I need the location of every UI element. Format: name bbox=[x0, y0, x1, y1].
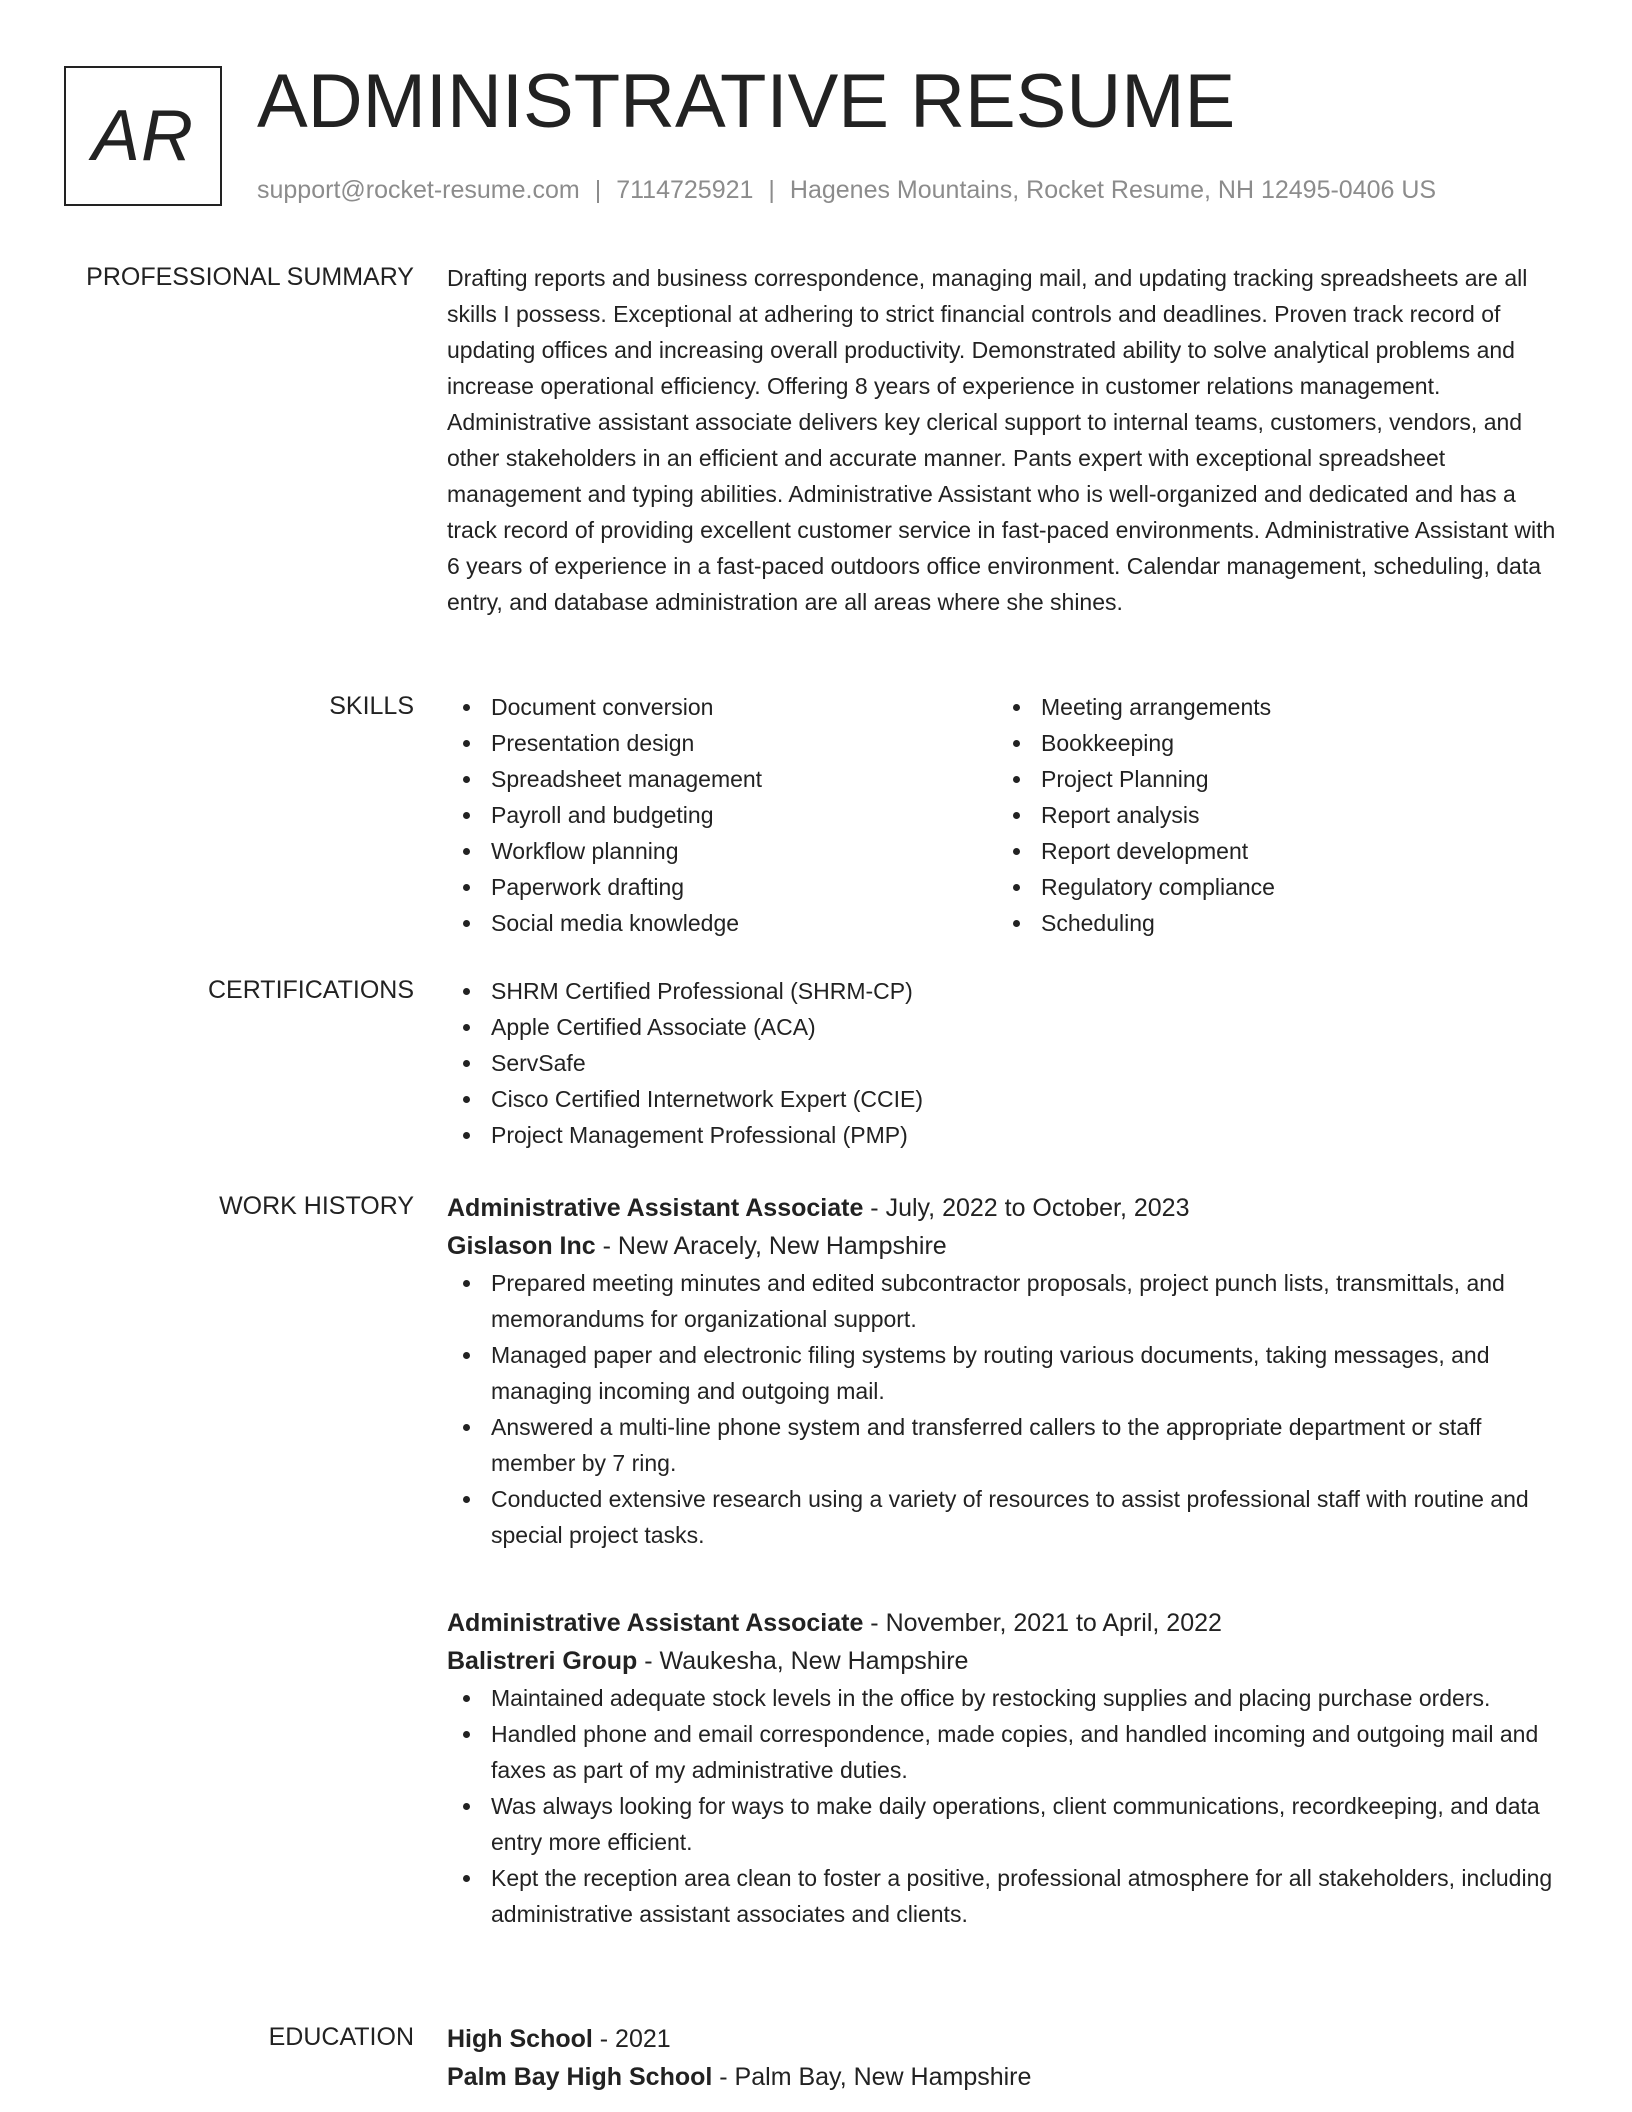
job-title-line bbox=[447, 1189, 1562, 1227]
skill-item: Paperwork drafting bbox=[447, 869, 997, 905]
contact-address: Hagenes Mountains, Rocket Resume, NH 12495-0406 US bbox=[789, 176, 1437, 204]
skills-list-left bbox=[447, 689, 997, 941]
job-entry bbox=[447, 1604, 1562, 1932]
education-body bbox=[447, 2020, 1562, 2096]
job-title: Administrative Assistant Associate bbox=[447, 1609, 864, 1637]
job-title-line bbox=[447, 1604, 1562, 1642]
work-history-body bbox=[447, 1189, 1562, 1553]
certification-item: Cisco Certified Internetwork Expert (CCIE) bbox=[447, 1081, 1562, 1117]
education-degree: High School bbox=[447, 2025, 593, 2053]
job-company: Balistreri Group bbox=[447, 1647, 638, 1675]
skills-body bbox=[447, 689, 1562, 941]
job-location: - New Aracely, New Hampshire bbox=[595, 1232, 947, 1260]
section-label-summary: PROFESSIONAL SUMMARY bbox=[86, 263, 414, 291]
education-school-line bbox=[447, 2058, 1562, 2096]
contact-separator: | bbox=[768, 176, 775, 204]
skill-item: Scheduling bbox=[997, 905, 1547, 941]
job-entry bbox=[447, 1189, 1562, 1553]
job-duty: Conducted extensive research using a variety of resources to assist professional staff with routine and special project tasks. bbox=[447, 1481, 1562, 1553]
education-school: Palm Bay High School bbox=[447, 2063, 713, 2091]
education-location: - Palm Bay, New Hampshire bbox=[712, 2063, 1032, 2091]
certification-item: SHRM Certified Professional (SHRM-CP) bbox=[447, 973, 1562, 1009]
job-dates: - November, 2021 to April, 2022 bbox=[863, 1609, 1222, 1637]
skills-list-right bbox=[997, 689, 1547, 941]
skill-item: Presentation design bbox=[447, 725, 997, 761]
work-history-body bbox=[447, 1604, 1562, 1932]
job-duties-list bbox=[447, 1265, 1562, 1553]
job-location: - Waukesha, New Hampshire bbox=[637, 1647, 969, 1675]
job-duty: Was always looking for ways to make daily operations, client communications, recordkeeping, and data entry more efficient. bbox=[447, 1788, 1562, 1860]
job-duty: Prepared meeting minutes and edited subcontractor proposals, project punch lists, transmittals, and memorandums for organizational support. bbox=[447, 1265, 1562, 1337]
job-duty: Maintained adequate stock levels in the office by restocking supplies and placing purchase orders. bbox=[447, 1680, 1562, 1716]
summary-body bbox=[447, 260, 1562, 620]
skill-item: Regulatory compliance bbox=[997, 869, 1547, 905]
skill-item: Bookkeeping bbox=[997, 725, 1547, 761]
job-company-line bbox=[447, 1227, 1562, 1265]
certifications-list bbox=[447, 973, 1562, 1153]
skill-item: Project Planning bbox=[997, 761, 1547, 797]
job-duty: Answered a multi-line phone system and transferred callers to the appropriate department or staff member by 7 ring. bbox=[447, 1409, 1562, 1481]
skill-item: Payroll and budgeting bbox=[447, 797, 997, 833]
skill-item: Spreadsheet management bbox=[447, 761, 997, 797]
education-year: - 2021 bbox=[592, 2025, 671, 2053]
job-duties-list bbox=[447, 1680, 1562, 1932]
contact-separator: | bbox=[594, 176, 602, 204]
section-label-certifications: CERTIFICATIONS bbox=[207, 976, 414, 1004]
monogram-badge: AR bbox=[64, 66, 222, 206]
job-duty: Kept the reception area clean to foster a positive, professional atmosphere for all stakeholders, including administrative assistant associates and clients. bbox=[447, 1860, 1562, 1932]
job-duty: Managed paper and electronic filing systems by routing various documents, taking messages, and managing incoming and outgoing mail. bbox=[447, 1337, 1562, 1409]
section-label-skills: SKILLS bbox=[329, 692, 414, 720]
job-company: Gislason Inc bbox=[447, 1232, 596, 1260]
job-duty: Handled phone and email correspondence, made copies, and handled incoming and outgoing mail and faxes as part of my administrative duties. bbox=[447, 1716, 1562, 1788]
certification-item: Project Management Professional (PMP) bbox=[447, 1117, 1562, 1153]
contact-phone[interactable]: 7114725921 bbox=[616, 176, 754, 204]
job-dates: - July, 2022 to October, 2023 bbox=[863, 1194, 1190, 1222]
job-company-line bbox=[447, 1642, 1562, 1680]
resume-title: ADMINISTRATIVE RESUME bbox=[257, 59, 1236, 144]
contact-line bbox=[257, 174, 1436, 206]
skill-item: Workflow planning bbox=[447, 833, 997, 869]
certifications-body bbox=[447, 973, 1562, 1153]
education-degree-line bbox=[447, 2020, 1562, 2058]
skill-item: Document conversion bbox=[447, 689, 997, 725]
skill-item: Social media knowledge bbox=[447, 905, 997, 941]
job-title: Administrative Assistant Associate bbox=[447, 1194, 864, 1222]
section-label-education: EDUCATION bbox=[268, 2023, 414, 2051]
certification-item: Apple Certified Associate (ACA) bbox=[447, 1009, 1562, 1045]
skill-item: Meeting arrangements bbox=[997, 689, 1547, 725]
skill-item: Report analysis bbox=[997, 797, 1547, 833]
certification-item: ServSafe bbox=[447, 1045, 1562, 1081]
summary-text: Drafting reports and business correspondence, managing mail, and updating tracking spreadsheets are all skills I possess. Exceptional at adhering to strict financial controls and deadlines. Proven track record of updating offices and increasing overall productivity. Demonstrated ability to solve analytical problems and increase operational efficiency. Offering 8 years of experience in customer relations management. Administrative assistant associate delivers key clerical support to internal teams, customers, vendors, and other stakeholders in an efficient and accurate manner. Pants expert with exceptional spreadsheet management and typing abilities. Administrative Assistant who is well-organized and dedicated and has a track record of providing excellent customer service in fast-paced environments. Administrative Assistant with 6 years of experience in a fast-paced outdoors office environment. Calendar management, scheduling, data entry, and database administration are all areas where she shines. bbox=[447, 265, 1556, 615]
contact-email[interactable]: support@rocket-resume.com bbox=[257, 176, 580, 204]
section-label-work-history: WORK HISTORY bbox=[219, 1192, 414, 1220]
skill-item: Report development bbox=[997, 833, 1547, 869]
